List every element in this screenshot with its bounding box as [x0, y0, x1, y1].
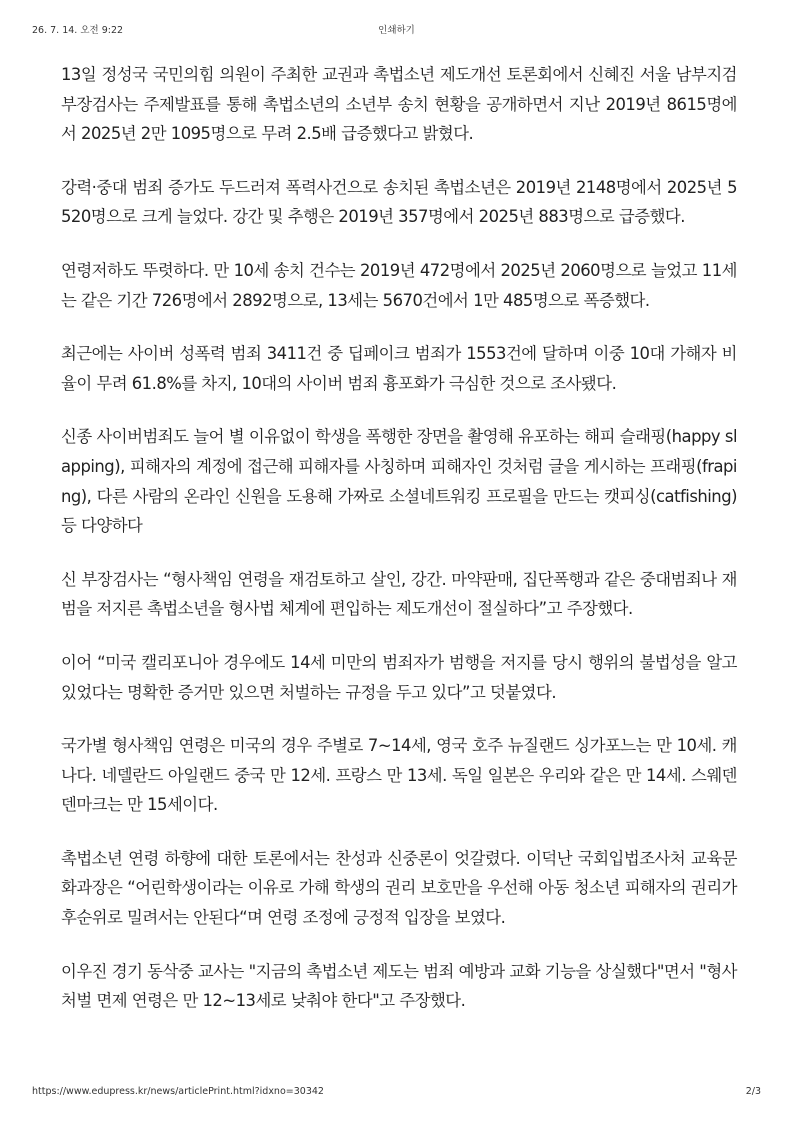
- paragraph: 연령저하도 뚜렷하다. 만 10세 송치 건수는 2019년 472명에서 2025년 2060명으로 늘었고 11세는 같은 기간 726명에서 2892명으로, 13세는 5670건에서 1만 485명으로 폭증했다.: [61, 260, 737, 310]
- print-title: 인쇄하기: [378, 25, 415, 36]
- source-url: https://www.edupress.kr/news/articlePrint.html?idxno=30342: [32, 1086, 324, 1097]
- print-footer: [32, 1086, 761, 1100]
- paragraph: 강력·중대 범죄 증가도 두드러져 폭력사건으로 송치된 촉법소년은 2019년 2148명에서 2025년 5520명으로 크게 늘었다. 강간 및 추행은 2019년 357명에서 2025년 883명으로 급증했다.: [61, 177, 737, 227]
- paragraph: 이어 “미국 캘리포니아 경우에도 14세 미만의 범죄자가 범행을 저지를 당시 행위의 불법성을 알고 있었다는 명확한 증거만 있으면 처벌하는 규정을 두고 있다”고 덧붙였다.: [61, 652, 737, 702]
- paragraph: 국가별 형사책임 연령은 미국의 경우 주별로 7~14세, 영국 호주 뉴질랜드 싱가포느는 만 10세. 캐나다. 네델란드 아일랜드 중국 만 12세. 프랑스 만 13세. 독일 일본은 우리와 같은 만 14세. 스웨덴 덴마크는 만 15세이다.: [61, 736, 737, 815]
- paragraph: 이우진 경기 동삭중 교사는 "지금의 촉법소년 제도는 범죄 예방과 교화 기능을 상실했다"면서 "형사처벌 면제 연령은 만 12~13세로 낮춰야 한다"고 주장했다.: [61, 961, 737, 1011]
- paragraph: 13일 정성국 국민의힘 의원이 주최한 교권과 촉법소년 제도개선 토론회에서 신혜진 서울 남부지검 부장검사는 주제발표를 통해 촉법소년의 소년부 송치 현황을 공개하면서 지난 2019년 8615명에서 2025년 2만 1095명으로 무려 2.5배 급증했다고 밝혔다.: [61, 65, 737, 144]
- print-date: 26. 7. 14. 오전 9:22: [32, 25, 124, 36]
- page-number: 2/3: [745, 1086, 761, 1097]
- paragraph: 최근에는 사이버 성폭력 범죄 3411건 중 딥페이크 범죄가 1553건에 달하며 이중 10대 가해자 비율이 무려 61.8%를 차지, 10대의 사이버 범죄 흉포화가 극심한 것으로 조사됐다.: [61, 344, 737, 393]
- article-body: [61, 60, 737, 1040]
- paragraph: 촉법소년 연령 하향에 대한 토론에서는 찬성과 신중론이 엇갈렸다. 이덕난 국회입법조사처 교육문화과장은 “어린학생이라는 이유로 가해 학생의 권리 보호만을 우선해 아동 청소년 피해자의 권리가 후순위로 밀려서는 안된다“며 연령 조정에 긍정적 입장을 보였다.: [61, 848, 737, 928]
- paragraph: 신 부장검사는 “형사책임 연령을 재검토하고 살인, 강간. 마약판매, 집단폭행과 같은 중대범죄나 재범을 저지른 촉법소년을 형사법 체계에 편입하는 제도개선이 절실하다”고 주장했다.: [61, 569, 737, 619]
- paragraph: 신종 사이버범죄도 늘어 별 이유없이 학생을 폭행한 장면을 촬영해 유포하는 해피 슬래핑(happy slapping), 피해자의 계정에 접근해 피해자를 사칭하며 피해자인 것처럼 글을 게시하는 프래핑(fraping), 다른 사람의 온라인 신원을 도용해 가짜로 소셜네트워킹 프로필을 만드는 캣피싱(catfishing) 등 다양하다: [61, 427, 737, 536]
- print-header: [32, 22, 761, 36]
